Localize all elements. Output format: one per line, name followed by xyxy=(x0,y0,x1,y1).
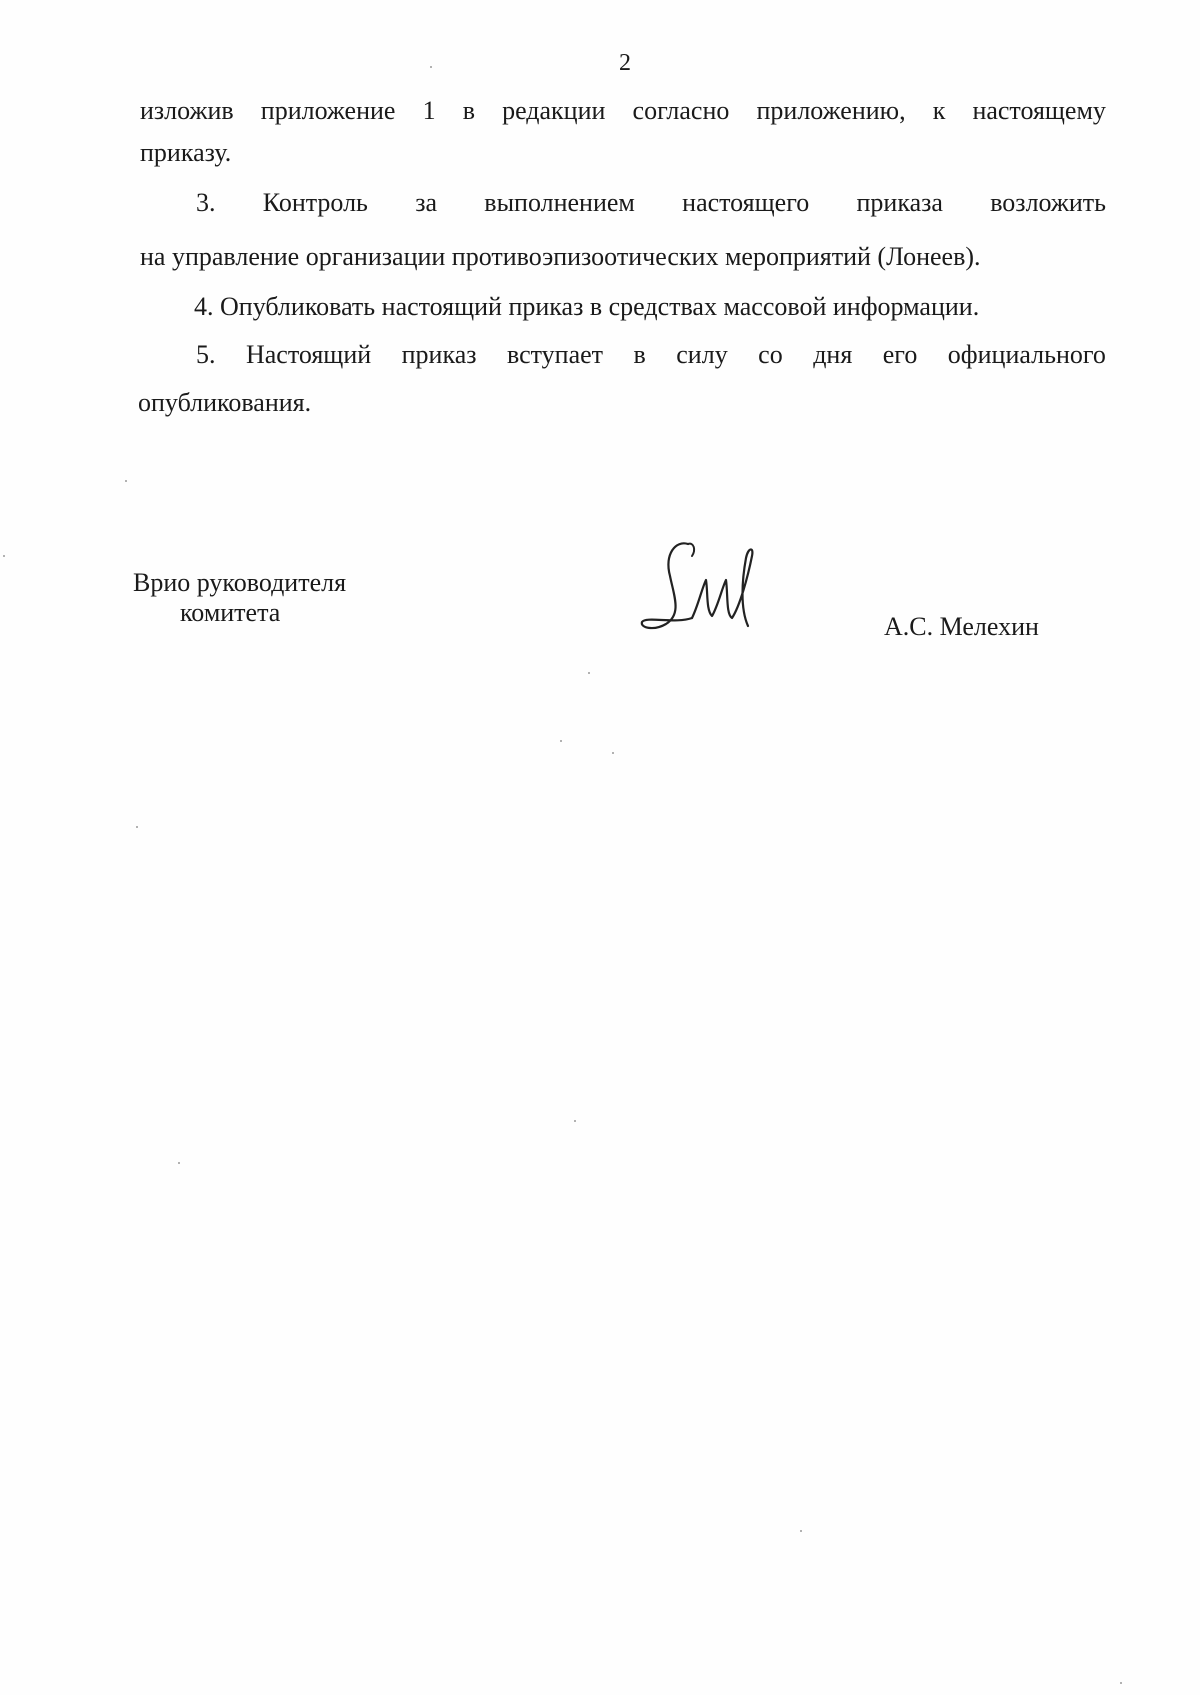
paragraph-continuation-line-2: приказу. xyxy=(140,138,232,167)
scan-speck xyxy=(588,672,590,674)
item-5-word: со xyxy=(758,340,783,369)
item-5-word: Настоящий xyxy=(245,340,372,369)
paragraph-continuation-word: в xyxy=(462,96,475,125)
item-5-line-1 xyxy=(196,340,1106,370)
item-4-line: 4. Опубликовать настоящий приказ в средствах массовой информации. xyxy=(194,292,980,321)
signer-name: А.С. Мелехин xyxy=(884,612,1039,641)
paragraph-continuation-word: приложение xyxy=(260,96,396,125)
item-3-line-1 xyxy=(196,188,1106,218)
paragraph-continuation-word: согласно xyxy=(632,96,730,125)
signatory-position xyxy=(133,568,346,628)
item-3-word: 3. xyxy=(196,188,216,217)
item-3-word: Контроль xyxy=(262,188,368,217)
scan-speck xyxy=(1120,1682,1122,1684)
item-5-word: вступает xyxy=(507,340,604,369)
item-5-word: силу xyxy=(676,340,728,369)
item-3-word: настоящего xyxy=(682,188,810,217)
item-5-line-2: опубликования. xyxy=(138,388,312,417)
paragraph-continuation-word: приложению, xyxy=(756,96,906,125)
paragraph-continuation-word: 1 xyxy=(422,96,436,125)
item-5-word: его xyxy=(882,340,918,369)
item-3-word: выполнением xyxy=(484,188,635,217)
paragraph-continuation-word: к xyxy=(932,96,946,125)
signatory-position-line-2: комитета xyxy=(180,598,281,627)
scan-speck xyxy=(125,480,127,482)
item-5-word: в xyxy=(633,340,646,369)
handwritten-signature xyxy=(636,536,776,646)
paragraph-continuation-word: редакции xyxy=(502,96,606,125)
paragraph-continuation-word: изложив xyxy=(140,96,234,125)
scan-speck xyxy=(560,740,562,742)
scan-speck xyxy=(612,752,614,754)
signatory-position-line-1: Врио руководителя xyxy=(133,568,347,597)
scan-speck xyxy=(136,826,138,828)
page-number: 2 xyxy=(619,50,631,76)
item-3-word: за xyxy=(415,188,438,217)
scan-speck xyxy=(574,1120,576,1122)
scan-speck xyxy=(3,555,5,557)
item-5-word: официального xyxy=(947,340,1106,369)
paragraph-continuation-word: настоящему xyxy=(972,96,1106,125)
item-3-word: приказа xyxy=(856,188,943,217)
item-5-word: приказ xyxy=(401,340,477,369)
scan-speck xyxy=(178,1162,180,1164)
paragraph-continuation-line-1 xyxy=(140,96,1106,126)
scan-speck xyxy=(430,66,432,68)
item-3-word: возложить xyxy=(990,188,1106,217)
item-3-line-2: на управление организации противоэпизоотических мероприятий (Лонеев). xyxy=(140,242,981,271)
scan-speck xyxy=(800,1530,802,1532)
item-5-word: дня xyxy=(813,340,853,369)
item-5-word: 5. xyxy=(196,340,216,369)
